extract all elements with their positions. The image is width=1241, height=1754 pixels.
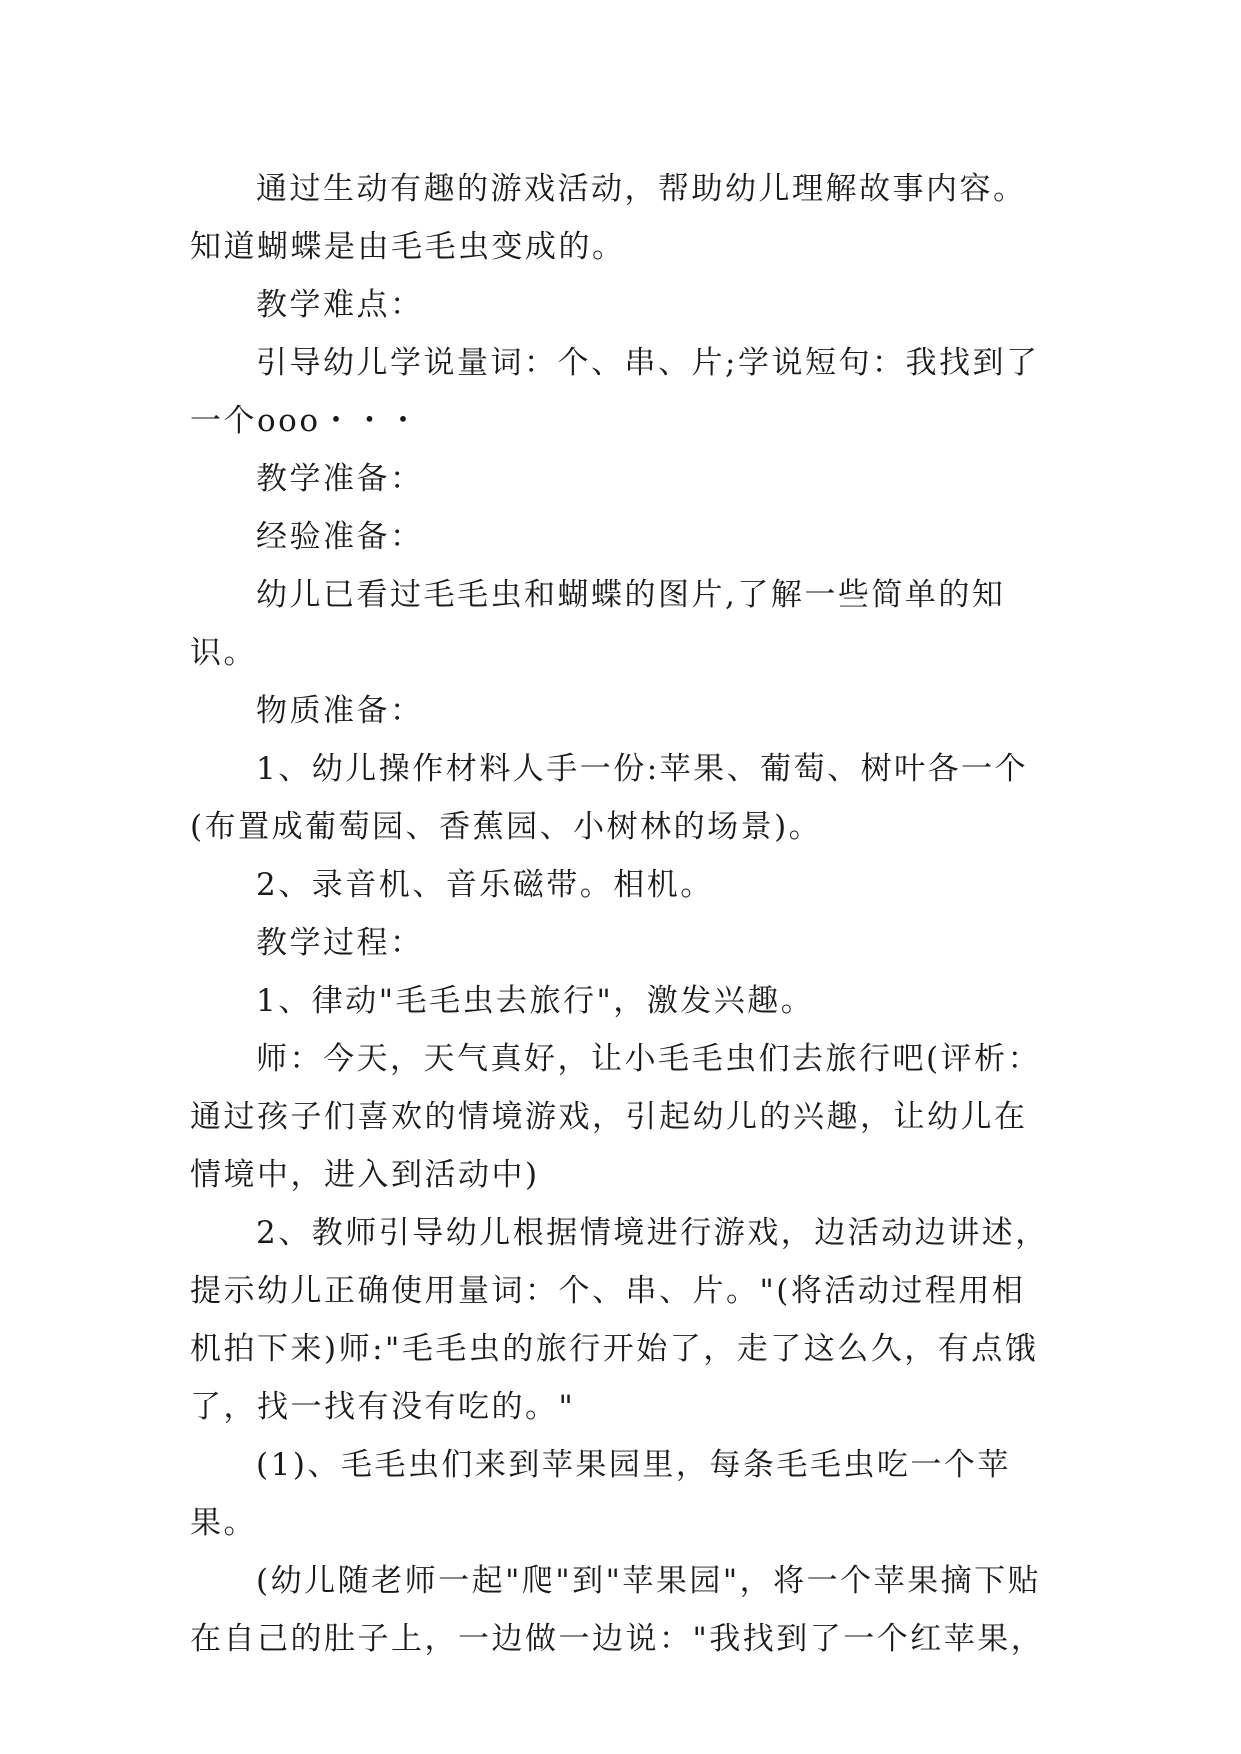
heading-teaching-difficulty: 教学难点： [256, 287, 424, 323]
heading-teaching-process: 教学过程： [256, 925, 424, 961]
list-item-process-2: 2、教师引导幼儿根据情境进行游戏，边活动边讲述，提示幼儿正确使用量词：个、串、片。"(将活动过程用相机拍下来)师:"毛毛虫的旅行开始了，走了这么久，有点饿了，找一找有没有吃的。" [190, 1215, 1049, 1425]
list-item-material-2: 2、录音机、音乐磁带。相机。 [256, 867, 714, 903]
paragraph-difficulty: 引导幼儿学说量词：个、串、片;学说短句：我找到了一个ooo・・・ [190, 345, 1040, 439]
list-item-material-1: 1、幼儿操作材料人手一份:苹果、葡萄、树叶各一个(布置成葡萄园、香蕉园、小树林的场景)。 [190, 751, 1029, 845]
document-body [190, 160, 1050, 1668]
paragraph-intro: 通过生动有趣的游戏活动，帮助幼儿理解故事内容。知道蝴蝶是由毛毛虫变成的。 [190, 171, 1027, 265]
list-item-apple-orchard: (1)、毛毛虫们来到苹果园里，每条毛毛虫吃一个苹果。 [190, 1447, 1011, 1541]
heading-teaching-preparation: 教学准备： [256, 461, 424, 497]
heading-material-preparation: 物质准备： [256, 693, 424, 729]
heading-experience-preparation: 经验准备： [256, 519, 424, 555]
paragraph-teacher-intro: 师：今天，天气真好，让小毛毛虫们去旅行吧(评析：通过孩子们喜欢的情境游戏，引起幼儿的兴趣，让幼儿在情境中，进入到活动中) [190, 1041, 1042, 1193]
paragraph-apple-activity: (幼儿随老师一起"爬"到"苹果园"，将一个苹果摘下贴在自己的肚子上，一边做一边说："我找到了一个红苹果， [190, 1563, 1045, 1657]
list-item-process-1: 1、律动"毛毛虫去旅行"，激发兴趣。 [256, 983, 815, 1019]
paragraph-experience: 幼儿已看过毛毛虫和蝴蝶的图片,了解一些简单的知识。 [190, 577, 1006, 671]
